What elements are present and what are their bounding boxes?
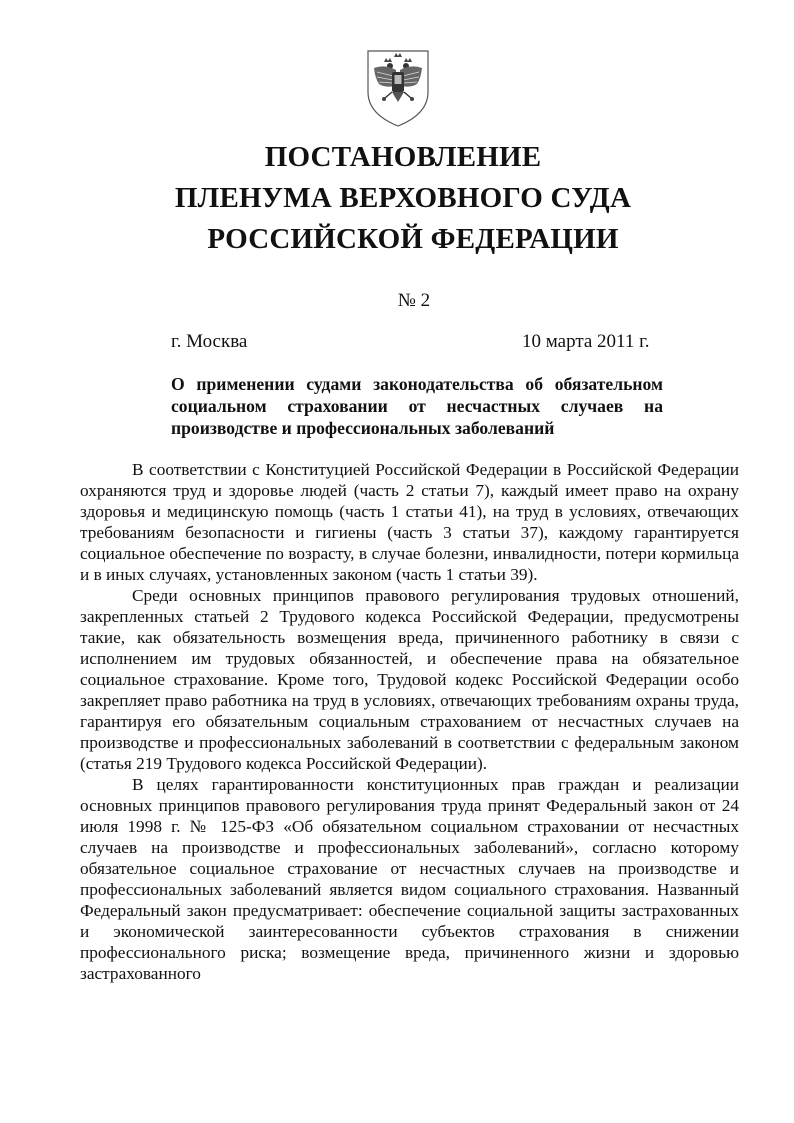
date: 10 марта 2011 г. (522, 331, 650, 352)
city: г. Москва (171, 331, 248, 352)
coat-of-arms-emblem (365, 48, 431, 128)
resolution-subject: О применении судами законодательства об обязательном социальном страховании от несчастных случаев на производстве и профессиональных заболеваний (171, 374, 663, 438)
paragraph-2: Среди основных принципов правового регулирования трудовых отношений, закрепленных статьей 2 Трудового кодекса Российской Федерации, предусмотрены такие, как обязательность возмещения вреда, причиненного работнику в связи с исполнением им трудовых обязанностей, и обеспечение права на обязательное социальное страхование. Кроме того, Трудовой кодекс Российской Федерации особо закрепляет право работника на труд в условиях, отвечающих требованиям охраны труда, гарантируя его обязательным социальным страхованием от несчастных случаев на производстве и профессиональных заболеваний в соответствии с федеральным законом (статья 219 Трудового кодекса Российской Федерации). (80, 586, 739, 773)
resolution-number: № 2 (397, 290, 431, 311)
document-title-line-2: ПЛЕНУМА ВЕРХОВНОГО СУДА (174, 182, 632, 214)
document-title-line-3: РОССИЙСКОЙ ФЕДЕРАЦИИ (207, 223, 619, 255)
paragraph-3: В целях гарантированности конституционных прав граждан и реализации основных принципов правового регулирования труда принят Федеральный закон от 24 июля 1998 г. № 125-ФЗ «Об обязательном социальном страховании от несчастных случаев на производстве и профессиональных заболеваний», согласно которому обязательное социальное страхование от несчастных случаев на производстве и профессиональных заболеваний является видом социального страхования. Названный Федеральный закон предусматривает: обеспечение социальной защиты застрахованных и экономической заинтересованности субъектов страхования в снижении профессионального риска; возмещение вреда, причиненного жизни и здоровью застрахованного (80, 775, 739, 983)
document-title-line-1: ПОСТАНОВЛЕНИЕ (264, 141, 542, 173)
paragraph-1: В соответствии с Конституцией Российской Федерации в Российской Федерации охраняются труд и здоровье людей (часть 2 статьи 7), каждый имеет право на охрану здоровья и медицинскую помощь (часть 1 статьи 41), на труд в условиях, отвечающих требованиям безопасности и гигиены (часть 3 статьи 37), каждому гарантируется социальное обеспечение по возрасту, в случае болезни, инвалидности, потери кормильца и в иных случаях, установленных законом (часть 1 статьи 39). (80, 460, 739, 584)
document-body (80, 459, 739, 984)
